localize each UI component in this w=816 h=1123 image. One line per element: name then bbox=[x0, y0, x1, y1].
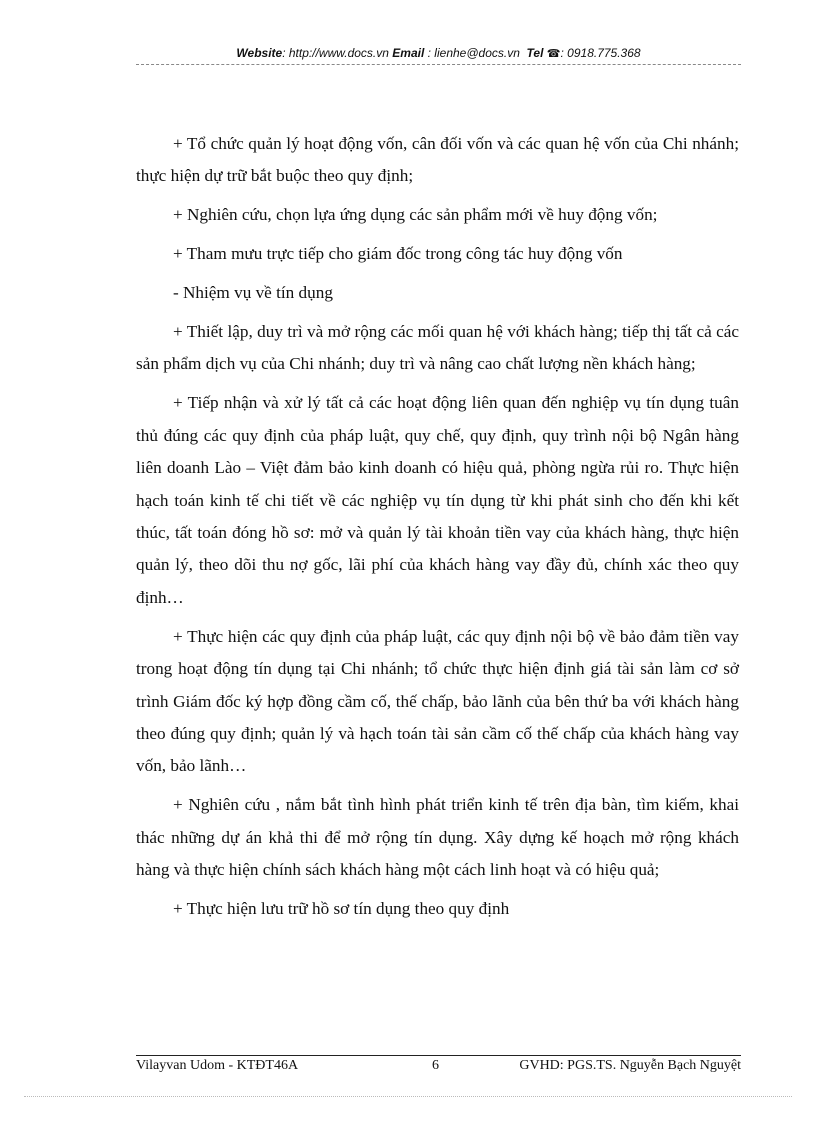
footer-advisor: GVHD: PGS.TS. Nguyễn Bạch Nguyệt bbox=[519, 1058, 741, 1073]
tel-value: : 0918.775.368 bbox=[560, 46, 641, 60]
tel-label: Tel bbox=[526, 46, 544, 60]
page-header bbox=[136, 46, 741, 60]
website-label: Website bbox=[236, 46, 283, 60]
page-number: 6 bbox=[432, 1058, 439, 1073]
telephone-icon: ☎ bbox=[546, 48, 561, 60]
paragraph: + Tiếp nhận và xử lý tất cả các hoạt động liên quan đến nghiệp vụ tín dụng tuân thủ đúng các quy định của pháp luật, quy chế, quy định, quy trình nội bộ Ngân hàng liên doanh Lào – Việt đảm bảo kinh doanh có hiệu quả, phòng ngừa rủi ro. Thực hiện hạch toán kinh tế chi tiết về các nghiệp vụ tín dụng từ khi phát sinh cho đến khi kết thúc, tất toán đóng hồ sơ: mở và quản lý tài khoản tiền vay của khách hàng, thực hiện quản lý, theo dõi thu nợ gốc, lãi phí của khách hàng vay đầy đủ, chính xác theo quy định… bbox=[136, 393, 739, 607]
paragraph: + Thực hiện lưu trữ hồ sơ tín dụng theo quy định bbox=[173, 898, 510, 918]
section-heading: - Nhiệm vụ về tín dụng bbox=[173, 283, 333, 303]
paragraph: + Tham mưu trực tiếp cho giám đốc trong công tác huy động vốn bbox=[173, 244, 623, 264]
footer-author: Vilayvan Udom - KTĐT46A bbox=[136, 1058, 299, 1073]
website-value: : http://www.docs.vn bbox=[282, 46, 389, 60]
paragraph: + Nghiên cứu , nắm bắt tình hình phát triển kinh tế trên địa bàn, tìm kiếm, khai thác những dự án khả thi để mở rộng tín dụng. Xây dựng kế hoạch mở rộng khách hàng và thực hiện chính sách khách hàng một cách linh hoạt và có hiệu quả; bbox=[136, 795, 739, 880]
page-bottom-border bbox=[24, 1096, 792, 1097]
paragraph: + Tổ chức quản lý hoạt động vốn, cân đối vốn và các quan hệ vốn của Chi nhánh; thực hiện dự trữ bắt buộc theo quy định; bbox=[136, 134, 739, 186]
document-body bbox=[136, 128, 739, 932]
paragraph: + Nghiên cứu, chọn lựa ứng dụng các sản phẩm mới về huy động vốn; bbox=[173, 205, 658, 225]
footer-divider bbox=[136, 1055, 741, 1056]
paragraph: + Thiết lập, duy trì và mở rộng các mối quan hệ với khách hàng; tiếp thị tất cả các sản phẩm dịch vụ của Chi nhánh; duy trì và nâng cao chất lượng nền khách hàng; bbox=[136, 322, 739, 374]
page-footer bbox=[136, 1058, 741, 1078]
email-label: Email bbox=[392, 46, 425, 60]
header-divider bbox=[136, 64, 741, 65]
email-value: : lienhe@docs.vn bbox=[427, 46, 520, 60]
paragraph: + Thực hiện các quy định của pháp luật, các quy định nội bộ về bảo đảm tiền vay trong hoạt động tín dụng tại Chi nhánh; tổ chức thực hiện định giá tài sản làm cơ sở trình Giám đốc ký hợp đồng cầm cố, thế chấp, bảo lãnh của bên thứ ba với khách hàng theo đúng quy định; quản lý và hạch toán tài sản cầm cố thế chấp của khách hàng vay vốn, bảo lãnh… bbox=[136, 626, 739, 776]
